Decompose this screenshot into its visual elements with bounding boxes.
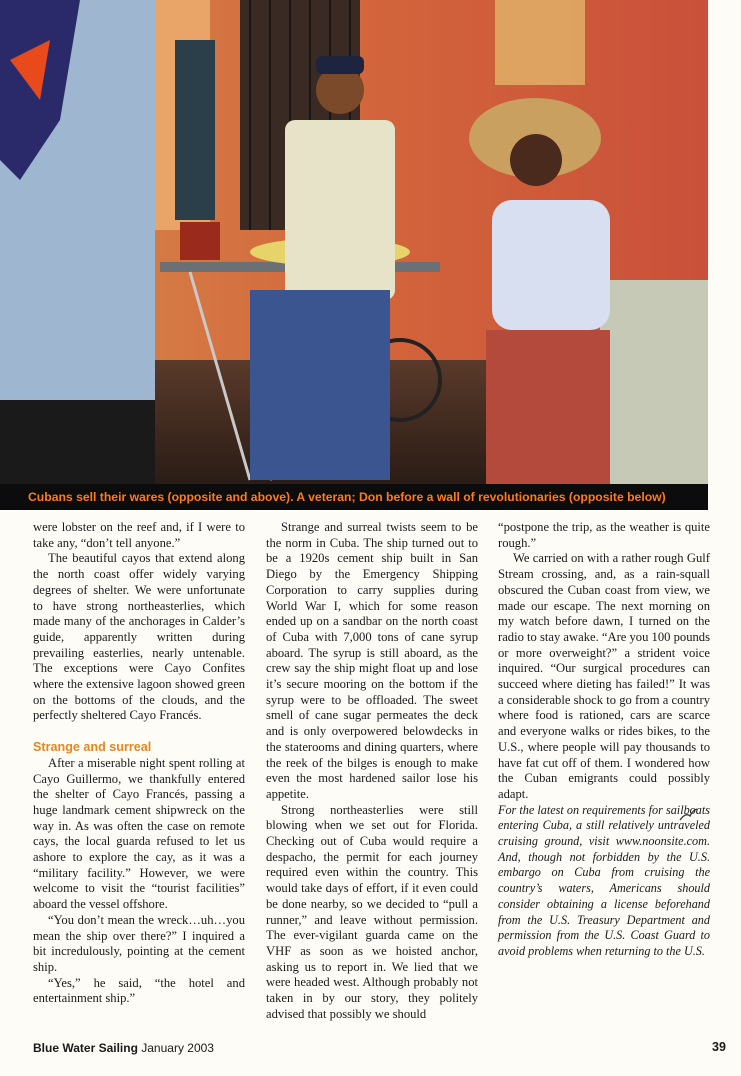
paragraph: The beautiful cayos that extend along the north coast offer widely varying degrees of shelter. We were unfortunate to have strong northeasterlies, which made many of the anchorages in Calder’s guide, apparently written during prevailing easterlies, nearly untenable. The exceptions were Cayo Confites where the extensive lagoon showed green on the bottoms of the clouds, and the perfectly sheltered Cayo Francés.	[33, 551, 245, 723]
paragraph: were lobster on the reef and, if I were to take any, “don’t tell anyone.”	[33, 520, 245, 550]
street-scene-illustration	[0, 0, 708, 484]
footer-publication	[33, 1041, 214, 1055]
cover-photo	[0, 0, 708, 484]
page-number: 39	[712, 1040, 726, 1054]
paragraph: Strong northeasterlies were still blowing when we set out for Florida. Checking out of Cuba would require a despacho, the permit for each journey required even within the country. This would take days of effort, if it even could be done nearby, so we decided to “pull a runner,” and leave without permission. The ever-vigilant guarda came on the VHF as soon as we hoisted anchor, asking us to report in. We lied that we were headed west. Although probably not taken in by our story, they politely advised that possibly we should	[266, 802, 478, 1021]
article-column-2	[266, 520, 478, 1023]
seagull-icon	[678, 806, 698, 826]
paragraph: “Yes,” he said, “the hotel and entertainment ship.”	[33, 975, 245, 1006]
section-subhead: Strange and surreal	[33, 740, 152, 755]
issue-date: January 2003	[141, 1041, 214, 1055]
article-column-1	[33, 520, 245, 1007]
paragraph: We carried on with a rather rough Gulf Stream crossing, and, as a rain-squall obscured the Cuban coast from view, we made our escape. The next morning on my watch before dawn, I turned on the radio to stay awake. “Are you 100 pounds or more overweight?” a strident voice inquired. “Our surgical procedures can succeed where dieting has failed!” It was a considerable shock to go from a country where food is rationed, cars are scarce and everyone walks or rides bikes, to the U.S., where people will pay thousands to have fat cut off of them. I wondered how the Cuban emigrants could possibly adapt.	[498, 551, 710, 801]
paragraph: After a miserable night spent rolling at Cayo Guillermo, we thankfully entered the shelter of Cayo Francés, passing a huge landmark cement shipwreck on the way in. As was often the case on remote cays, the local guarda refused to let us ashore to explore the cay, as it was a “military facility.” However, we were welcome to visit the “tourist facilities” aboard the vessel offshore.	[33, 755, 245, 912]
photo-caption: Cubans sell their wares (opposite and above). A veteran; Don before a wall of revolutionaries (opposite below)	[0, 484, 708, 510]
paragraph: “postpone the trip, as the weather is quite rough.”	[498, 520, 710, 550]
sidebar-note: For the latest on requirements for sailboats entering Cuba, a still relatively untraveled cruising ground, visit www.noonsite.com. And, though not forbidden by the U.S. embargo on Cuba from cruising the country’s waters, Americans should consider obtaining a license beforehand from the U.S. Treasury Department and permission from the U.S. Coast Guard to avoid problems when returning to the U.S.	[498, 802, 710, 958]
paragraph: “You don’t mean the wreck…uh…you mean the ship over there?” I inquired a bit incredulously, pointing at the cement ship.	[33, 912, 245, 974]
paragraph: Strange and surreal twists seem to be the norm in Cuba. The ship turned out to be a 1920s cement ship built in San Diego by the Emergency Shipping Corporation to carry supplies during World War I, which for some reason ended up on a sandbar on the north coast of Cuba with 7,000 tons of cane syrup aboard. The syrup is still aboard, as the crew say the ship might float up and lose it’s secure mooring on the bottom if the syrup were to be offloaded. The sweet smell of cane sugar permeates the deck and is only overpowered belowdecks in the staterooms and dining quarters, where the reek of the bilges is enough to make even the most hardened sailor lose his appetite.	[266, 520, 478, 801]
article-column-3	[498, 520, 710, 960]
magazine-name: Blue Water Sailing	[33, 1041, 138, 1055]
